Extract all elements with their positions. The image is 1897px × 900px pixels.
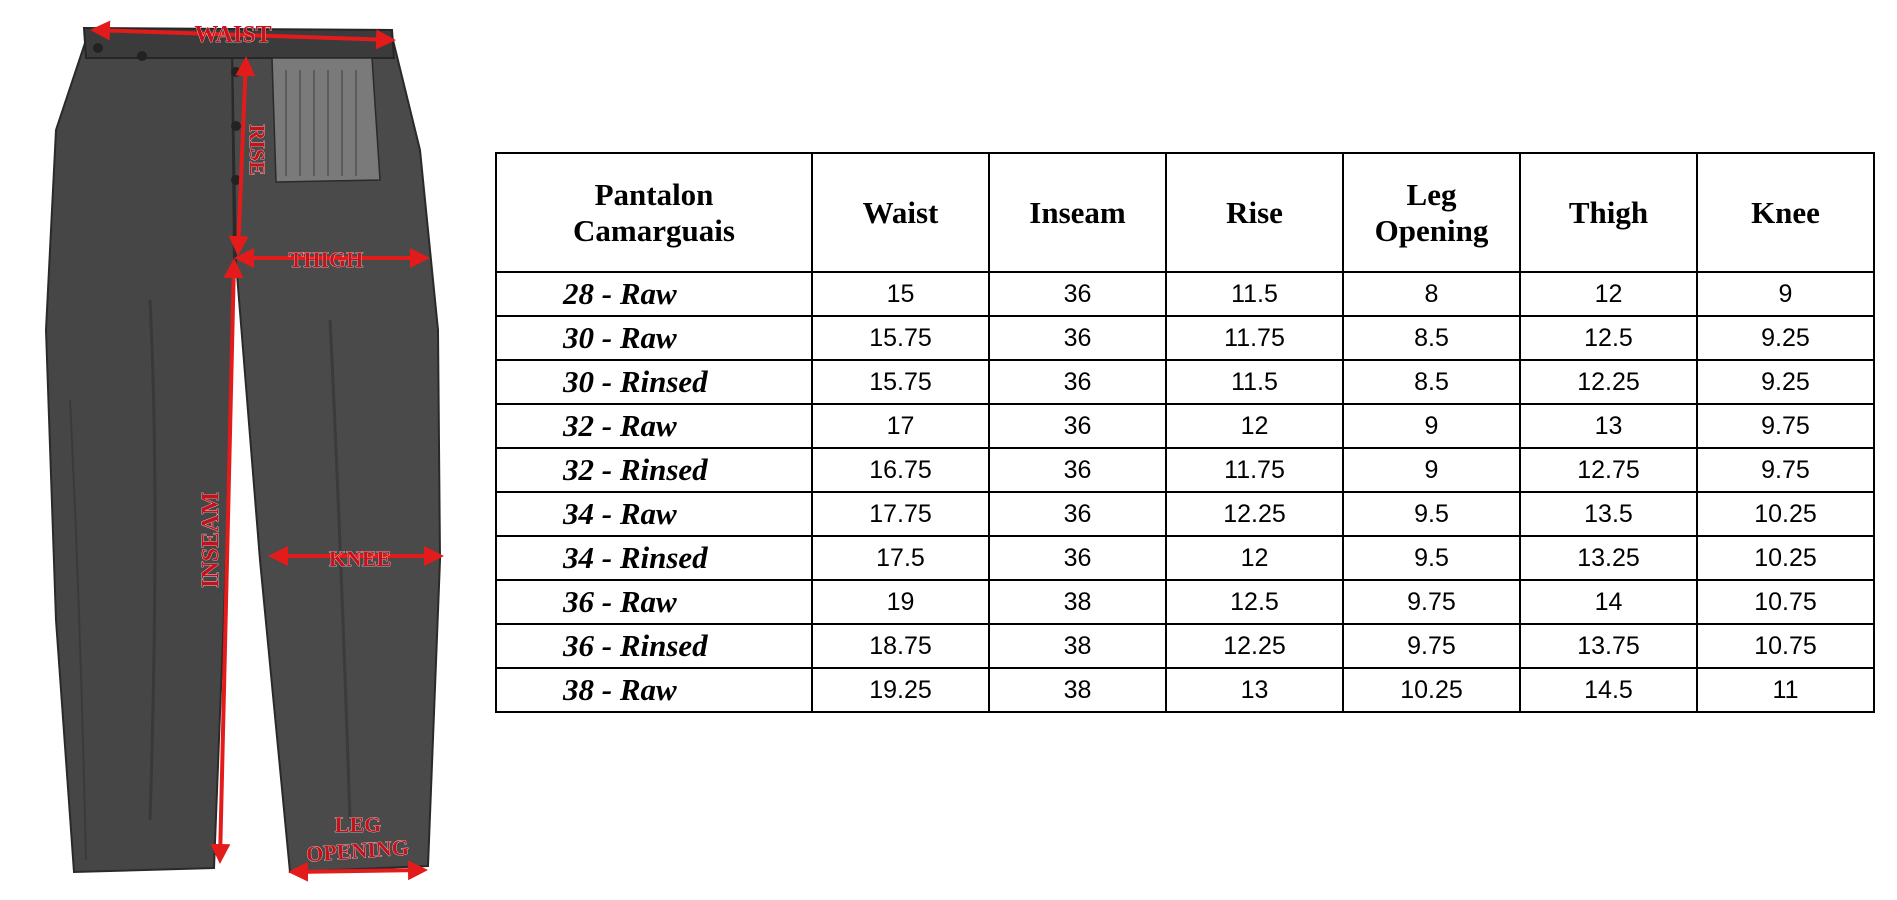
- waist-cell: 17: [812, 404, 989, 448]
- size-cell: 36 - Raw: [496, 580, 812, 624]
- thigh-cell: 13.5: [1520, 492, 1697, 536]
- inseam-cell: 36: [989, 404, 1166, 448]
- table-row: [496, 404, 1874, 448]
- size-cell: 32 - Rinsed: [496, 448, 812, 492]
- rise-cell: 11.5: [1166, 360, 1343, 404]
- inseam-cell: 38: [989, 668, 1166, 712]
- table-row: [496, 624, 1874, 668]
- waist-label: WAIST: [194, 22, 272, 48]
- knee-cell: 10.25: [1697, 492, 1874, 536]
- leg-opening-cell: 8.5: [1343, 360, 1520, 404]
- thigh-cell: 12.25: [1520, 360, 1697, 404]
- rise-cell: 12.5: [1166, 580, 1343, 624]
- header-waist: Waist: [812, 153, 989, 272]
- rise-cell: 11.75: [1166, 316, 1343, 360]
- header-leg-line2: Opening: [1374, 212, 1489, 248]
- inseam-cell: 36: [989, 492, 1166, 536]
- thigh-cell: 13.75: [1520, 624, 1697, 668]
- inseam-cell: 36: [989, 360, 1166, 404]
- waist-cell: 19: [812, 580, 989, 624]
- header-rise: Rise: [1166, 153, 1343, 272]
- leg-opening-label-line2: OPENING: [305, 834, 410, 867]
- knee-label: KNEE: [328, 546, 392, 571]
- knee-cell: 9.75: [1697, 448, 1874, 492]
- knee-cell: 9.25: [1697, 316, 1874, 360]
- inseam-cell: 36: [989, 448, 1166, 492]
- thigh-cell: 14: [1520, 580, 1697, 624]
- header-knee: Knee: [1697, 153, 1874, 272]
- waist-cell: 15.75: [812, 360, 989, 404]
- knee-cell: 9: [1697, 272, 1874, 316]
- rise-cell: 11.5: [1166, 272, 1343, 316]
- leg-opening-cell: 9.5: [1343, 492, 1520, 536]
- leg-opening-label-line1: LEG: [334, 812, 382, 837]
- leg-opening-cell: 8: [1343, 272, 1520, 316]
- inseam-label: INSEAM: [198, 491, 224, 589]
- rise-label: RISE: [245, 124, 270, 176]
- rise-cell: 12: [1166, 536, 1343, 580]
- inseam-cell: 38: [989, 624, 1166, 668]
- knee-cell: 10.75: [1697, 580, 1874, 624]
- thigh-cell: 12.75: [1520, 448, 1697, 492]
- size-cell: 30 - Rinsed: [496, 360, 812, 404]
- waist-cell: 17.75: [812, 492, 989, 536]
- rise-cell: 11.75: [1166, 448, 1343, 492]
- waist-cell: 18.75: [812, 624, 989, 668]
- thigh-cell: 14.5: [1520, 668, 1697, 712]
- leg-opening-cell: 9: [1343, 404, 1520, 448]
- header-leg-opening: [1343, 153, 1520, 272]
- knee-cell: 10.75: [1697, 624, 1874, 668]
- inseam-cell: 36: [989, 272, 1166, 316]
- table-row: [496, 492, 1874, 536]
- header-thigh: Thigh: [1520, 153, 1697, 272]
- header-product-line1: Pantalon: [594, 176, 714, 212]
- size-cell: 28 - Raw: [496, 272, 812, 316]
- thigh-label: THIGH: [288, 247, 364, 272]
- leg-opening-cell: 8.5: [1343, 316, 1520, 360]
- rise-cell: 12: [1166, 404, 1343, 448]
- leg-opening-cell: 9.5: [1343, 536, 1520, 580]
- leg-opening-cell: 10.25: [1343, 668, 1520, 712]
- table-row: [496, 448, 1874, 492]
- knee-cell: 10.25: [1697, 536, 1874, 580]
- inseam-cell: 38: [989, 580, 1166, 624]
- header-row: [496, 153, 1874, 272]
- table-row: [496, 668, 1874, 712]
- waist-cell: 16.75: [812, 448, 989, 492]
- waist-cell: 19.25: [812, 668, 989, 712]
- size-cell: 36 - Rinsed: [496, 624, 812, 668]
- size-cell: 32 - Raw: [496, 404, 812, 448]
- thigh-cell: 12: [1520, 272, 1697, 316]
- thigh-cell: 13.25: [1520, 536, 1697, 580]
- waist-cell: 15: [812, 272, 989, 316]
- header-product: [496, 153, 812, 272]
- knee-cell: 11: [1697, 668, 1874, 712]
- rise-cell: 13: [1166, 668, 1343, 712]
- table-row: [496, 360, 1874, 404]
- thigh-cell: 13: [1520, 404, 1697, 448]
- header-leg-line1: Leg: [1406, 176, 1457, 212]
- leg-opening-cell: 9.75: [1343, 580, 1520, 624]
- size-chart-table: [495, 152, 1875, 713]
- size-cell: 34 - Raw: [496, 492, 812, 536]
- table-row: [496, 536, 1874, 580]
- leg-opening-arrow: [292, 870, 424, 872]
- table-row: [496, 316, 1874, 360]
- waist-cell: 17.5: [812, 536, 989, 580]
- knee-cell: 9.75: [1697, 404, 1874, 448]
- waist-cell: 15.75: [812, 316, 989, 360]
- rise-cell: 12.25: [1166, 492, 1343, 536]
- size-cell: 38 - Raw: [496, 668, 812, 712]
- header-product-line2: Camarguais: [573, 212, 735, 248]
- inseam-cell: 36: [989, 536, 1166, 580]
- knee-cell: 9.25: [1697, 360, 1874, 404]
- thigh-cell: 12.5: [1520, 316, 1697, 360]
- leg-opening-cell: 9.75: [1343, 624, 1520, 668]
- size-cell: 30 - Raw: [496, 316, 812, 360]
- table-row: [496, 580, 1874, 624]
- size-cell: 34 - Rinsed: [496, 536, 812, 580]
- rise-cell: 12.25: [1166, 624, 1343, 668]
- header-inseam: Inseam: [989, 153, 1166, 272]
- trousers-illustration: [0, 0, 520, 900]
- table-row: [496, 272, 1874, 316]
- leg-opening-cell: 9: [1343, 448, 1520, 492]
- inseam-cell: 36: [989, 316, 1166, 360]
